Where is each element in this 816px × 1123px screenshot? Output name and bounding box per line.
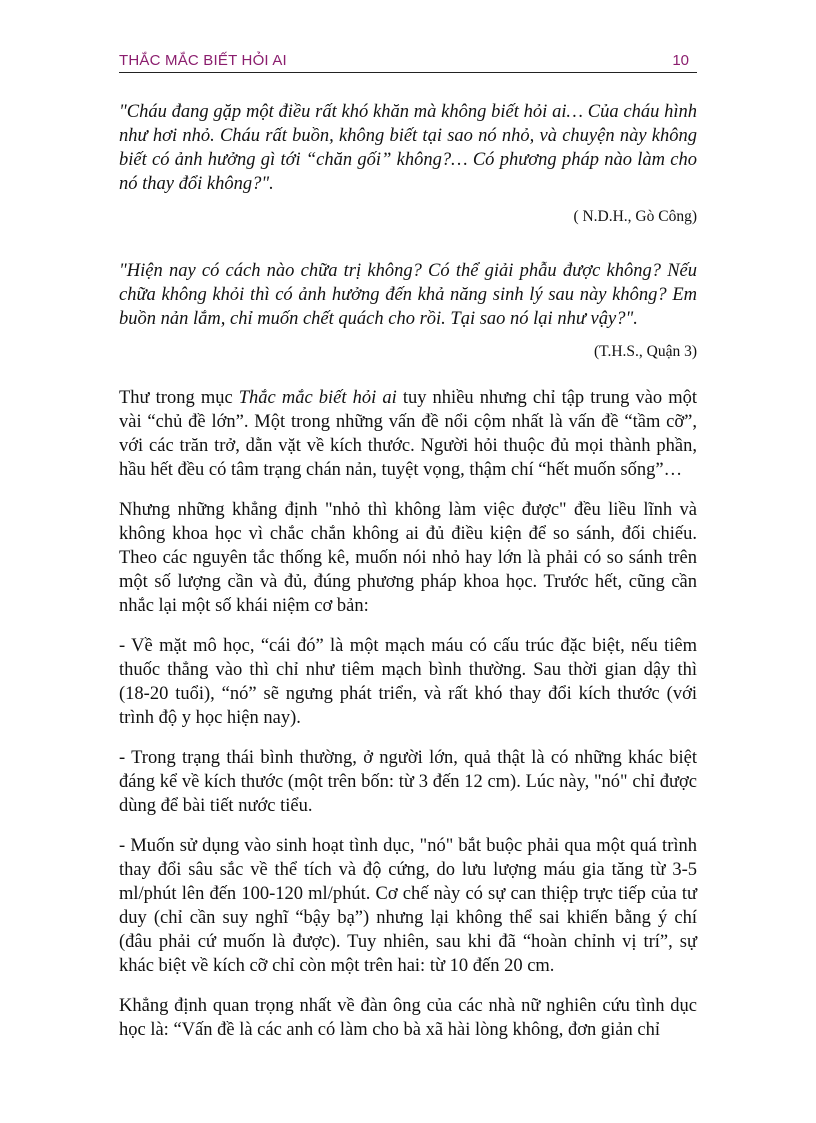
header-title: THẮC MẮC BIẾT HỎI AI bbox=[119, 52, 287, 69]
question-2-signature: (T.H.S., Quận 3) bbox=[593, 343, 697, 360]
page-number: 10 bbox=[672, 52, 689, 69]
body-paragraph-6: Khẳng định quan trọng nhất về đàn ông của các nhà nữ nghiên cứu tình dục học là: “Vấn đề là các anh có làm cho bà xã hài lòng không, đơn giản chỉ bbox=[119, 996, 697, 1040]
page-content bbox=[119, 100, 697, 1058]
body-paragraph-4: - Trong trạng thái bình thường, ở người lớn, quả thật là có những khác biệt đáng kể về kích thước (một trên bốn: từ 3 đến 12 cm). Lúc này, "nó" chỉ được dùng để bài tiết nước tiểu. bbox=[119, 748, 697, 816]
paragraph-1-prefix: Thư trong mục bbox=[119, 388, 239, 408]
body-paragraph-1 bbox=[119, 386, 697, 482]
reader-question-2: "Hiện nay có cách nào chữa trị không? Có thể giải phẫu được không? Nếu chữa không khỏi thì có ảnh hưởng đến khả năng sinh lý sau này không? Em buồn nản lắm, chỉ muốn chết quách cho rồi. Tại sao nó lại như vậy?". bbox=[119, 261, 697, 329]
body-paragraph-5: - Muốn sử dụng vào sinh hoạt tình dục, "nó" bắt buộc phải qua một quá trình thay đổi sâu sắc về thể tích và độ cứng, do lưu lượng máu gia tăng từ 3-5 ml/phút lên đến 100-120 ml/phút. Cơ chế này có sự can thiệp trực tiếp của tư duy (chỉ cần suy nghĩ “bậy bạ”) nhưng lại không thể sai khiến bằng ý chí (đâu phải cứ muốn là được). Tuy nhiên, sau khi đã “hoàn chỉnh vị trí”, sự khác biệt về kích cỡ chỉ còn một trên hai: từ 10 đến 20 cm. bbox=[119, 836, 697, 976]
question-1-signature: ( N.D.H., Gò Công) bbox=[573, 208, 697, 225]
spacer bbox=[119, 364, 697, 386]
column-name: Thắc mắc biết hỏi ai bbox=[238, 388, 397, 408]
body-paragraph-2: Nhưng những khẳng định "nhỏ thì không làm việc được" đều liều lĩnh và không khoa học vì chắc chắn không ai đủ điều kiện để so sánh, đối chiếu. Theo các nguyên tắc thống kê, muốn nói nhỏ hay lớn là phải có so sánh trên một số lượng cần và đủ, đúng phương pháp khoa học. Trước hết, cũng cần nhắc lại một số khái niệm cơ bản: bbox=[119, 500, 697, 616]
spacer bbox=[119, 229, 697, 259]
paragraph-1-rest: tuy nhiều nhưng chỉ tập trung vào một vài “chủ đề lớn”. Một trong những vấn đề nổi cộm nhất là vấn đề “tầm cỡ”, với các trăn trở, dằn vặt về kích thước. Người hỏi thuộc đủ mọi thành phần, hầu hết đều có tâm trạng chán nản, tuyệt vọng, thậm chí “hết muốn sống”… bbox=[119, 388, 697, 480]
reader-question-1: "Cháu đang gặp một điều rất khó khăn mà không biết hỏi ai… Của cháu hình như hơi nhỏ. Cháu rất buồn, không biết tại sao nó nhỏ, và chuyện này không biết có ảnh hưởng gì tới “chăn gối” không?… Có phương pháp nào làm cho nó thay đổi không?". bbox=[119, 102, 697, 194]
running-header bbox=[119, 50, 697, 73]
body-paragraph-3: - Về mặt mô học, “cái đó” là một mạch máu có cấu trúc đặc biệt, nếu tiêm thuốc thẳng vào thì chỉ như tiêm mạch bình thường. Sau thời gian dậy thì (18-20 tuổi), “nó” sẽ ngưng phát triển, và rất khó thay đổi kích thước (với trình độ y học hiện nay). bbox=[119, 636, 697, 728]
